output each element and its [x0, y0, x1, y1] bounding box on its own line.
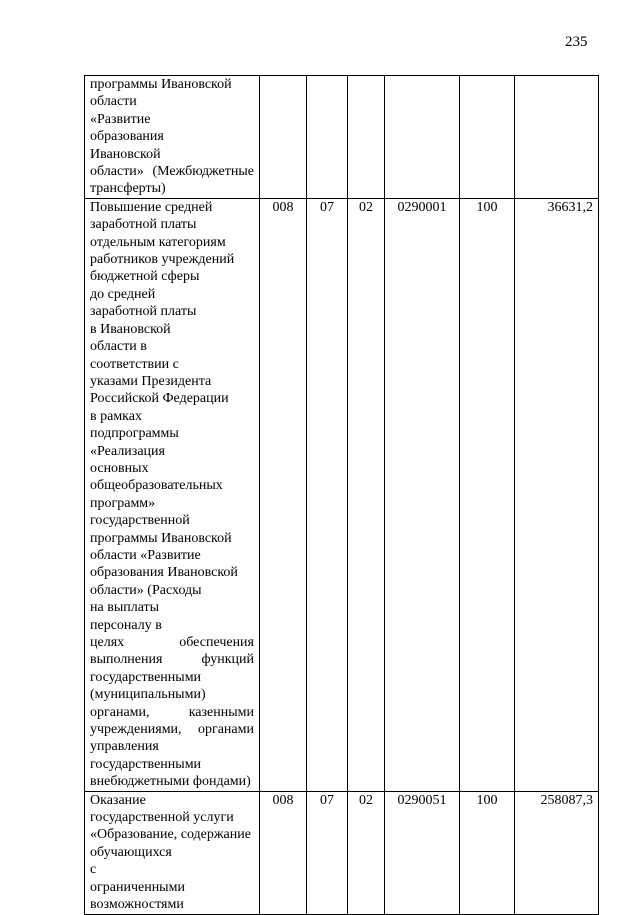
amount-cell — [515, 76, 599, 199]
table-row — [85, 791, 599, 914]
description-cell: Оказание государственной услуги «Образование, содержание обучающихся с ограниченными возможностями — [85, 791, 260, 914]
target-article-cell: 0290001 — [385, 198, 460, 791]
subsection-code-cell: 02 — [348, 198, 385, 791]
ministry-code-cell: 008 — [260, 791, 307, 914]
description-cell: программы Ивановской области «Развитие образования Ивановской области» (Межбюджетные трансферты) — [85, 76, 260, 199]
expense-type-cell: 100 — [460, 198, 515, 791]
table-row — [85, 76, 599, 199]
section-code-cell — [307, 76, 348, 199]
ministry-code-cell: 008 — [260, 198, 307, 791]
section-code-cell: 07 — [307, 198, 348, 791]
table-row — [85, 198, 599, 791]
expense-type-cell: 100 — [460, 791, 515, 914]
amount-cell: 36631,2 — [515, 198, 599, 791]
subsection-code-cell — [348, 76, 385, 199]
target-article-cell: 0290051 — [385, 791, 460, 914]
page-number: 235 — [565, 34, 588, 50]
subsection-code-cell: 02 — [348, 791, 385, 914]
target-article-cell — [385, 76, 460, 199]
amount-cell: 258087,3 — [515, 791, 599, 914]
description-cell: Повышение средней заработной платы отдельным категориям работников учреждений бюджетной сферы до средней заработной платы в Ивановской области в соответствии с указами Президента Российской Федерации в рамках подпрограммы «Реализация основных общеобразовательных программ» государственной программы Ивановской области «Развитие образования Ивановской области» (Расходы на выплаты персоналу в целях обеспечения выполнения функций государственными (муниципальными) органами, казенными учреждениями, органами управления государственными внебюджетными фондами) — [85, 198, 260, 791]
budget-table — [84, 75, 599, 915]
expense-type-cell — [460, 76, 515, 199]
ministry-code-cell — [260, 76, 307, 199]
section-code-cell: 07 — [307, 791, 348, 914]
